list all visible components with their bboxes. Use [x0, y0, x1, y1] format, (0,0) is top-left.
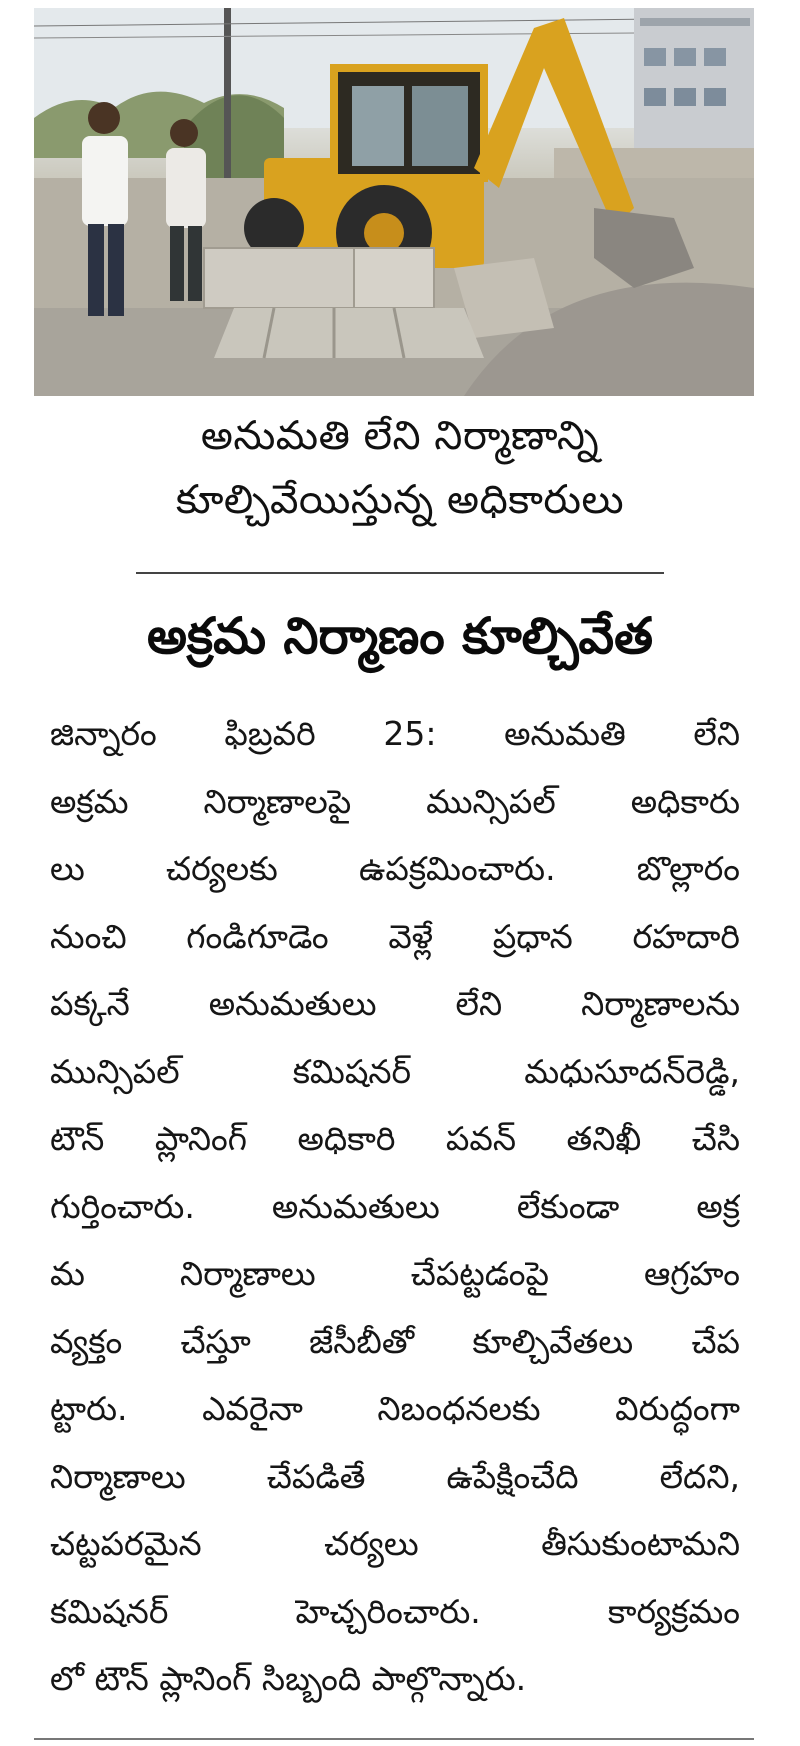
- photo-caption: [0, 404, 800, 532]
- headline: అక్రమ నిర్మాణం కూల్చివేత: [146, 607, 653, 665]
- news-photo: [34, 8, 754, 396]
- body-line: లు చర్యలకు ఉపక్రమించారు. బొల్లారం: [50, 849, 740, 888]
- caption-line-1: అనుమతి లేని నిర్మాణాన్ని: [200, 413, 600, 459]
- demolition-scene-icon: [34, 8, 754, 396]
- body-line: లో టౌన్ ప్లానింగ్ సిబ్బంది పాల్గొన్నారు.: [50, 1659, 527, 1698]
- body-line: మ నిర్మాణాలు చేపట్టడంపై ఆగ్రహం: [50, 1254, 740, 1293]
- body-line: టౌన్ ప్లానింగ్ అధికారి పవన్ తనిఖీ చేసి: [50, 1119, 740, 1158]
- bottom-divider: [34, 1738, 754, 1740]
- body-line: జిన్నారం ఫిబ్రవరి 25: అనుమతి లేని: [50, 714, 740, 753]
- body-line: చట్టపరమైన చర్యలు తీసుకుంటామని: [50, 1524, 740, 1563]
- caption-divider: [136, 572, 664, 574]
- article-body: [50, 700, 740, 1713]
- body-line: నిర్మాణాలు చేపడితే ఉపేక్షించేది లేదని,: [50, 1456, 740, 1496]
- body-line: ట్టారు. ఎవరైనా నిబంధనలకు విరుద్ధంగా: [50, 1389, 740, 1428]
- body-line: అక్రమ నిర్మాణాలపై మున్సిపల్ అధికారు: [50, 781, 740, 821]
- body-line: గుర్తించారు. అనుమతులు లేకుండా అక్ర: [50, 1186, 740, 1226]
- body-line: కమిషనర్ హెచ్చరించారు. కార్యక్రమం: [50, 1591, 740, 1631]
- body-line: వ్యక్తం చేస్తూ జేసీబీతో కూల్చివేతలు చేప: [50, 1321, 740, 1361]
- body-line: నుంచి గండిగూడెం వెళ్లే ప్రధాన రహదారి: [50, 916, 740, 956]
- caption-line-2: కూల్చివేయిస్తున్న అధికారులు: [175, 477, 625, 523]
- body-line: మున్సిపల్ కమిషనర్ మధుసూదన్‌రెడ్డి,: [50, 1051, 740, 1091]
- body-line: పక్కనే అనుమతులు లేని నిర్మాణాలను: [50, 984, 740, 1023]
